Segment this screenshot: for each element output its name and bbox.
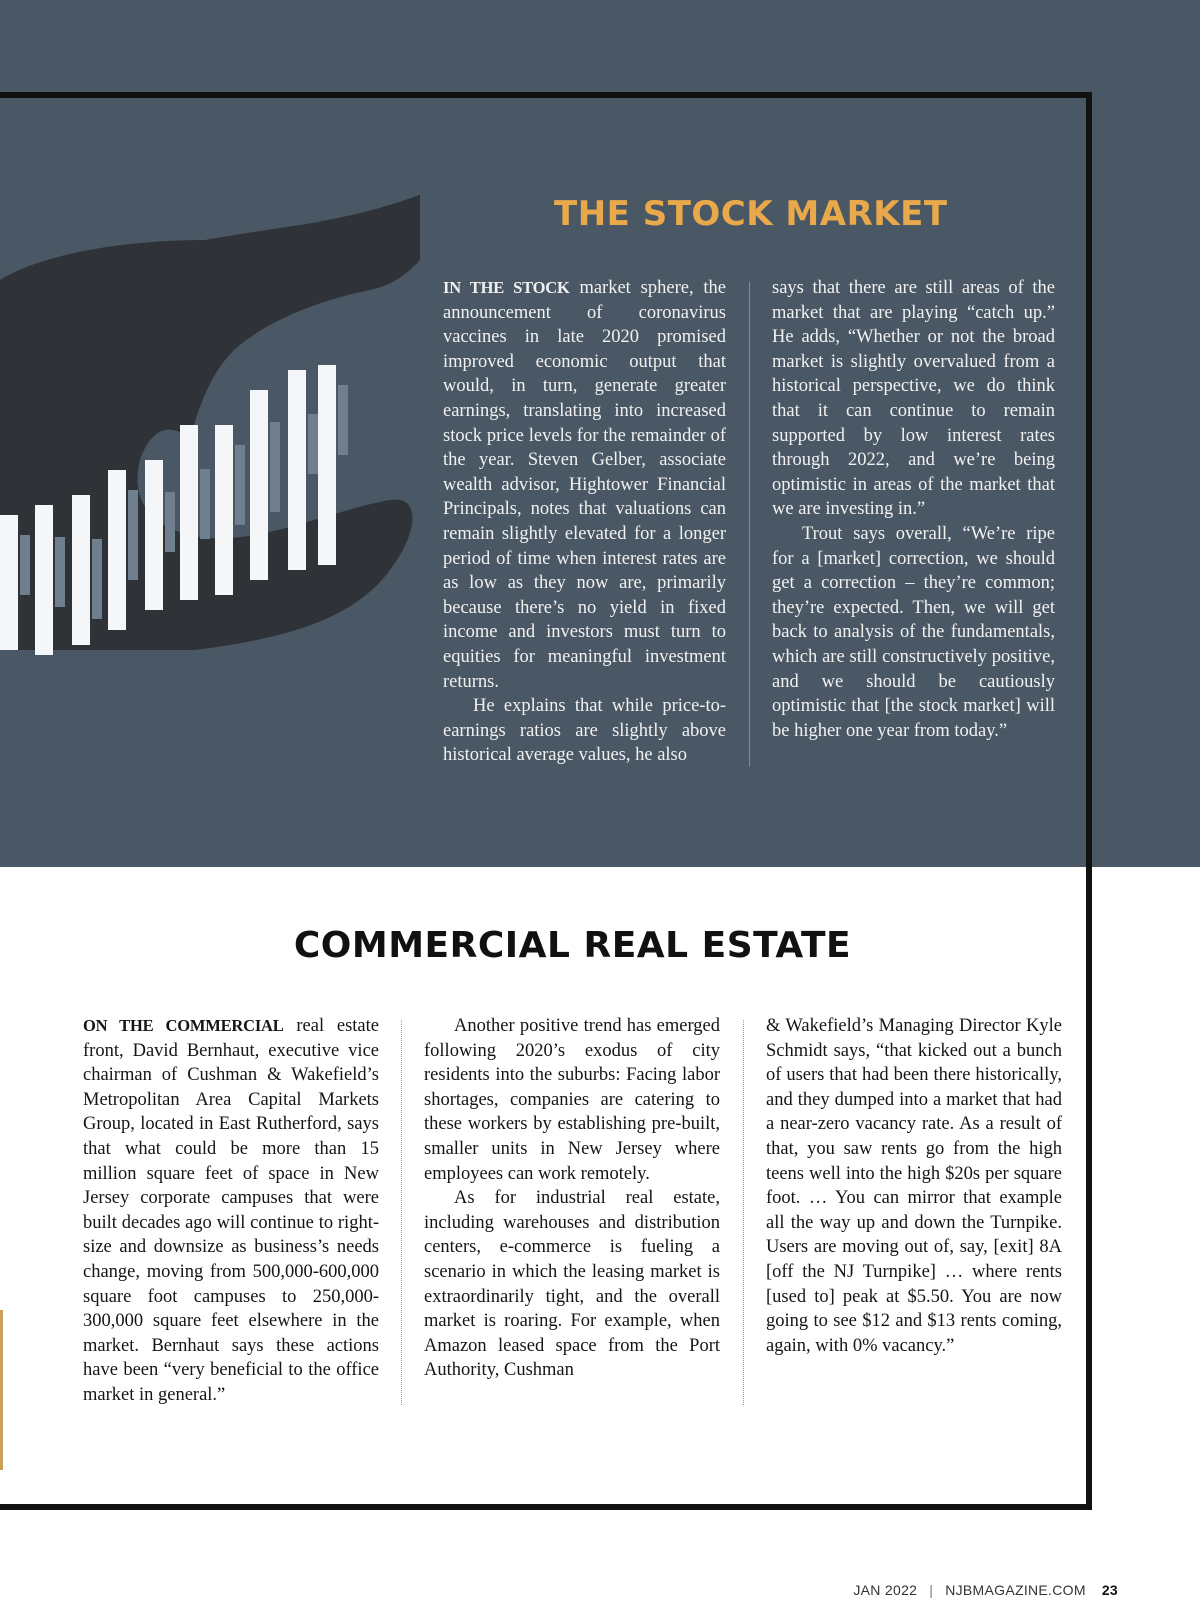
candle-body	[200, 469, 210, 539]
candle-body	[92, 539, 102, 619]
footer-separator: |	[929, 1582, 934, 1598]
candle-body	[270, 422, 280, 512]
candle-bar	[145, 460, 163, 610]
cre-column-1	[83, 1014, 379, 1408]
cre-column-divider-1	[401, 1020, 402, 1405]
candle-bar	[250, 390, 268, 580]
commercial-real-estate-heading: COMMERCIAL REAL ESTATE	[293, 925, 852, 966]
cre-paragraph-3: As for industrial real estate, including warehouses and distribution centers, e-commerce is fueling a scenario in which the leasing market is extraordinarily tight, and the overall market is roaring. For example, when Amazon leased space from the Port Authority, Cushman	[424, 1188, 720, 1381]
candle-bar	[108, 470, 126, 630]
cre-paragraph-1-text: real estate front, David Bernhaut, executive vice chairman of Cushman & Wakefield’s Metropolitan Area Capital Markets Group, located in East Rutherford, says that what could be more than 15 million square feet of space in New Jersey corporate campuses that were built decades ago will continue to right-size and downsize as business’s needs change, moving from 500,000-600,000 square foot campuses to 250,000-300,000 square feet elsewhere in the market. Bernhaut says these actions have been “very beneficial to the office market in general.”	[83, 1016, 379, 1405]
page-number: 23	[1101, 1582, 1118, 1598]
cre-column-3	[766, 1014, 1062, 1358]
stock-lead-in: IN THE STOCK	[443, 278, 570, 297]
candle-bar	[35, 505, 53, 655]
cre-lead-in: ON THE COMMERCIAL	[83, 1016, 284, 1035]
stock-paragraph-3: says that there are still areas of the market that are playing “catch up.” He adds, “Whether or not the broad market is slightly overvalued from a historical perspective, we do think that it can continue to remain supported by low interest rates through 2022, and we’re being optimistic in areas of the market that we are investing in.”	[772, 278, 1055, 520]
stock-paragraph-4: Trout says overall, “We’re ripe for a [market] correction, we should get a correction – they’re common; they’re expected. Then, we will get back to analysis of the fundamentals, which are still constructively positive, and we should be cautiously optimistic that [the stock market] will be higher one year from today.”	[772, 523, 1055, 741]
candle-body	[20, 535, 30, 595]
cre-paragraph-2: Another positive trend has emerged following 2020’s exodus of city residents into the suburbs: Facing labor shortages, companies are catering to these workers by establishing pre-built, smaller units in New Jersey where employees can work remotely.	[424, 1016, 720, 1184]
candle-bar	[72, 495, 90, 645]
candle-bar	[215, 425, 233, 595]
bull-illustration	[0, 170, 420, 690]
stock-column-2	[772, 276, 1055, 743]
candle-body	[235, 445, 245, 525]
candle-body	[308, 414, 318, 474]
page-footer	[853, 1582, 1118, 1598]
stock-column-1	[443, 276, 726, 768]
candle-bar	[180, 425, 198, 600]
candle-body	[55, 537, 65, 607]
candle-bar	[318, 365, 336, 565]
stock-paragraph-1-text: market sphere, the announcement of coronavirus vaccines in late 2020 promised improved economic output that would, in turn, generate greater earnings, translating into increased stock price levels for the remainder of the year. Steven Gelber, associate wealth advisor, Hightower Financial Principals, notes that valuations can remain slightly elevated for a longer period of time when interest rates are as low as they now are, primarily because there’s no yield in fixed income and investors must turn to equities for meaningful investment returns.	[443, 278, 726, 692]
cre-paragraph-1	[83, 1014, 379, 1408]
footer-date: JAN 2022	[853, 1582, 918, 1598]
stock-column-divider	[749, 282, 750, 767]
candle-body	[338, 385, 348, 455]
stock-market-heading: THE STOCK MARKET	[554, 194, 948, 234]
stock-paragraph-1	[443, 276, 726, 694]
footer-website: NJBMAGAZINE.COM	[945, 1582, 1086, 1598]
candle-bar	[288, 370, 306, 570]
candle-body	[128, 490, 138, 580]
left-edge-accent	[0, 1310, 3, 1470]
candle-body	[165, 492, 175, 552]
candle-bar	[0, 515, 18, 650]
cre-paragraph-4: & Wakefield’s Managing Director Kyle Schmidt says, “that kicked out a bunch of users that had been there historically, and they dumped into a market that had a near-zero vacancy rate. As a result of that, you saw rents go from the high teens well into the high $20s per square foot. … You can mirror that example all the way up and down the Turnpike. Users are moving out of, say, [exit] 8A [off the NJ Turnpike] … where rents [used to] peak at $5.50. You are now going to see $12 and $13 rents coming, again, with 0% vacancy.”	[766, 1016, 1062, 1356]
stock-paragraph-2: He explains that while price-to-earnings ratios are slightly above historical average values, he also	[443, 696, 726, 766]
cre-column-2	[424, 1014, 720, 1383]
cre-column-divider-2	[743, 1020, 744, 1405]
